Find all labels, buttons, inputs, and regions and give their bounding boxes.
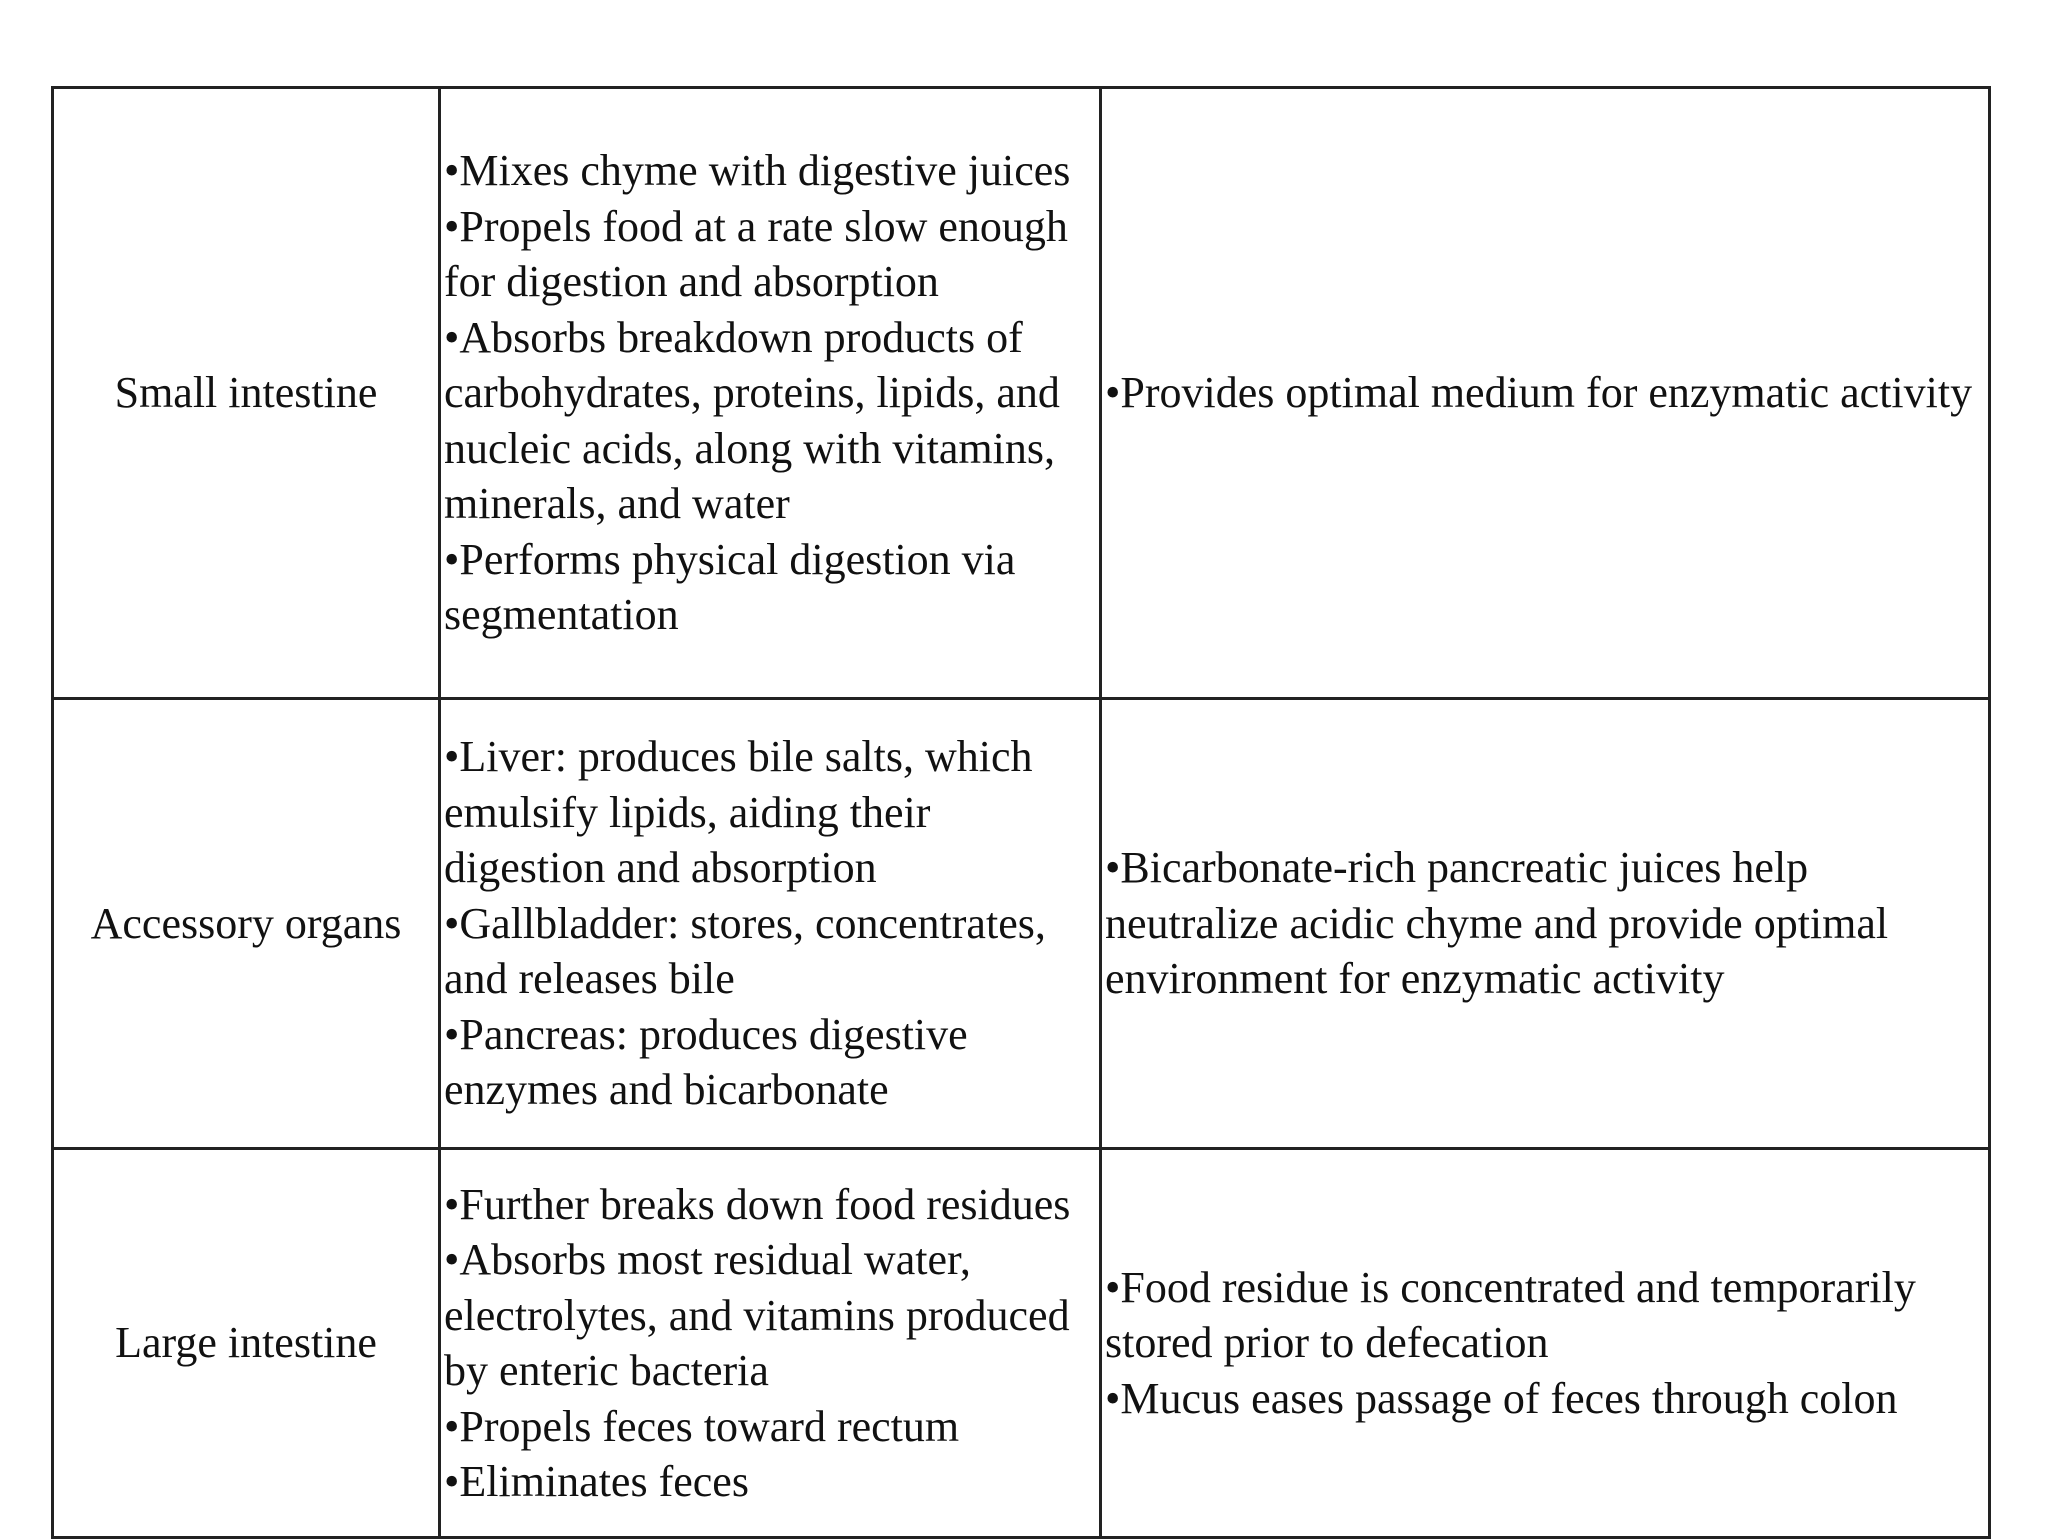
environment-cell [1101,88,1990,699]
environment-cell [1101,1149,1990,1538]
function-item: •Propels feces toward rectum [444,1401,960,1451]
function-item: •Gallbladder: stores, concentrates, and releases bile [444,898,1046,1004]
functions-cell [440,88,1101,699]
function-item: •Liver: produces bile salts, which emulsify lipids, aiding their digestion and absorption [444,732,1033,893]
function-item: •Absorbs breakdown products of carbohydrates, proteins, lipids, and nucleic acids, along with vitamins, minerals, and water [444,312,1060,529]
environment-item: •Bicarbonate-rich pancreatic juices help neutralize acidic chyme and provide optimal environment for enzymatic activity [1105,843,1889,1004]
organ-cell: Accessory organs [53,699,440,1149]
environment-item: •Provides optimal medium for enzymatic activity [1105,368,1973,418]
environment-item: •Mucus eases passage of feces through colon [1105,1373,1898,1423]
functions-cell [440,699,1101,1149]
functions-cell [440,1149,1101,1538]
table-row-accessory-organs [53,699,1990,1149]
function-item: •Eliminates feces [444,1457,749,1506]
digestive-system-table [51,86,1991,1539]
function-item: •Performs physical digestion via segmentation [444,534,1016,640]
function-item: •Propels food at a rate slow enough for digestion and absorption [444,201,1068,307]
organ-cell: Small intestine [53,88,440,699]
environment-item: •Food residue is concentrated and temporarily stored prior to defecation [1105,1262,1916,1368]
function-item: •Further breaks down food residues [444,1179,1071,1229]
function-item: •Absorbs most residual water, electrolytes, and vitamins produced by enteric bacteria [444,1235,1070,1395]
function-item: •Mixes chyme with digestive juices [444,146,1071,196]
function-item: •Pancreas: produces digestive enzymes and bicarbonate [444,1009,968,1115]
environment-cell [1101,699,1990,1149]
table-row-small-intestine [53,88,1990,699]
organ-cell: Large intestine [53,1149,440,1538]
table-row-large-intestine [53,1149,1990,1538]
